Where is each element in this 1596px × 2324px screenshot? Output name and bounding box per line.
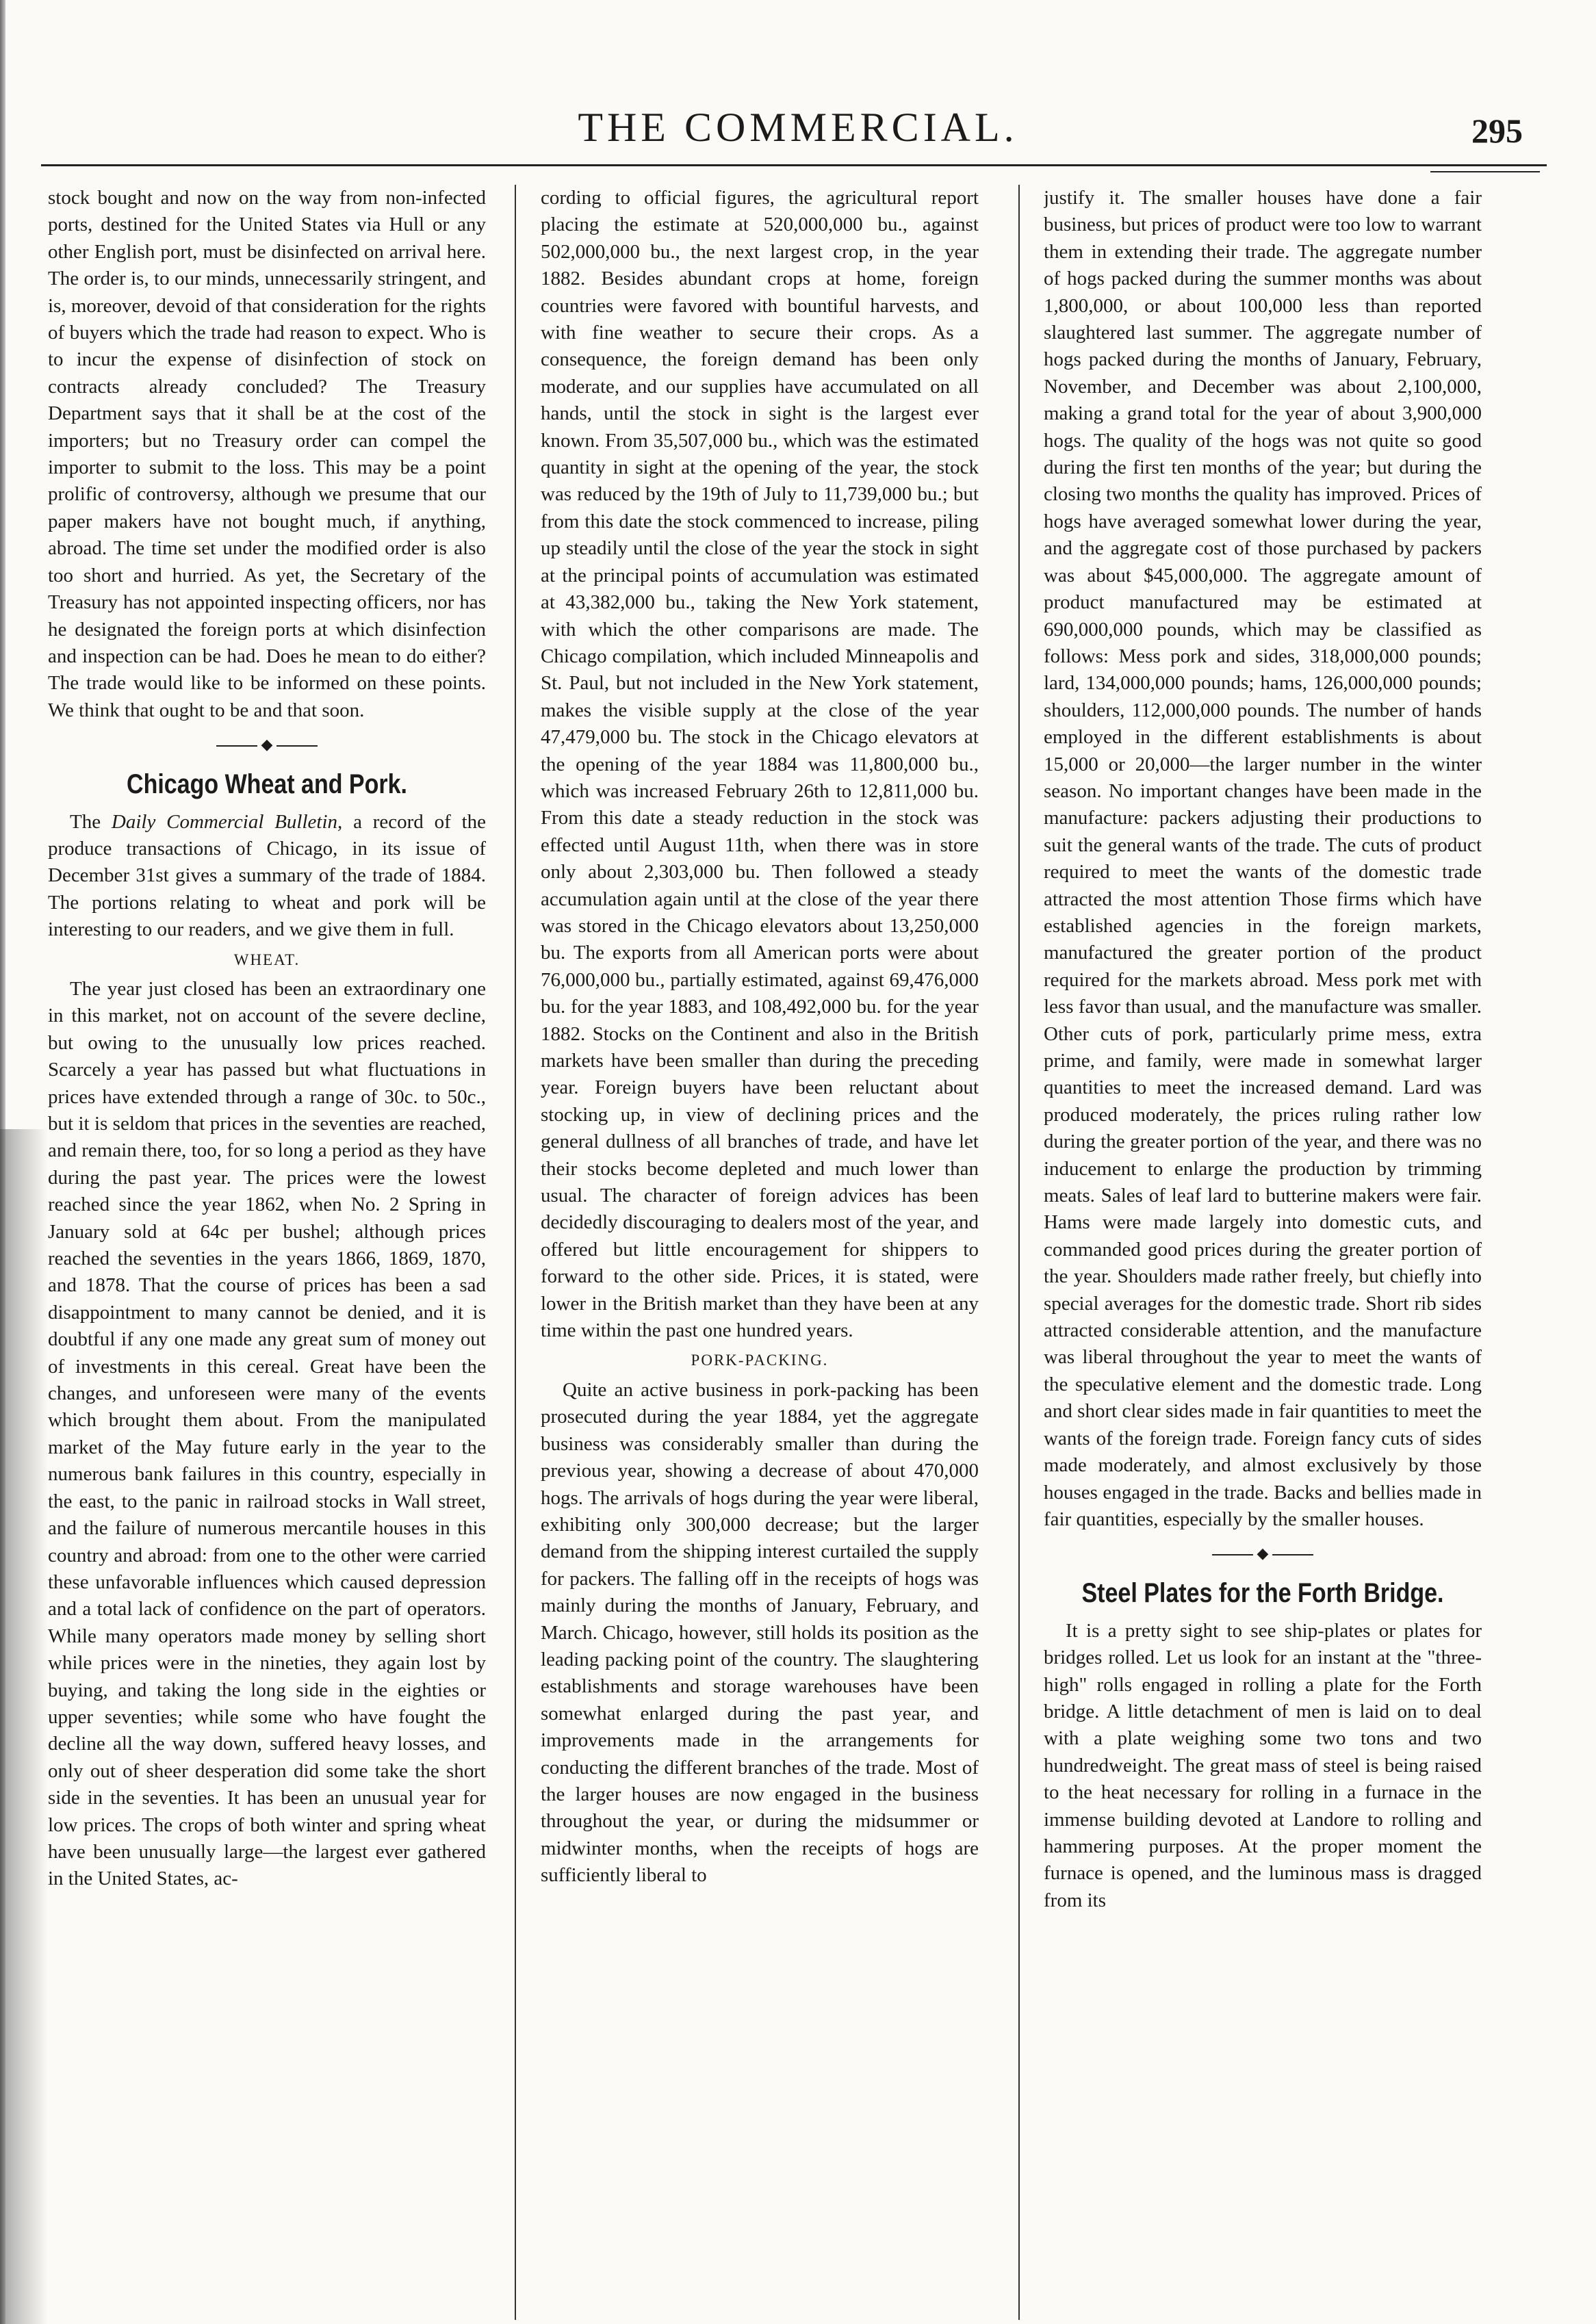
column-divider-2 bbox=[1018, 185, 1020, 2320]
page-header-title: THE COMMERCIAL. bbox=[578, 105, 1018, 150]
subhead-wheat: WHEAT. bbox=[233, 951, 300, 968]
publication-name: Daily Commercial Bulletin, bbox=[111, 810, 343, 833]
paragraph-pork-packing: Quite an active business in pork-packing has been prosecuted during the year 1884, yet the aggregate business was considerably smaller than during the previous year, showing a decrease of about 470,000 hogs. The arrivals of hogs during the year were liberal, exhibiting only 300,000 decrease; but the larger demand from the shipping interest curtailed the supply for packers. The falling off in the receipts of hogs was mainly during the months of January, February, and March. Chicago, however, still holds its position as the leading packing point of the country. The slaughtering establishments and storage warehouses have been somewhat enlarged during the past year, and improvements made in the arrangements for conducting the different branches of the trade. Most of the larger houses are now engaged in the business throughout the year, or during the midsummer or midwinter months, when the receipts of hogs are sufficiently liberal to bbox=[541, 1378, 979, 1887]
section-separator: ◆ bbox=[1044, 1540, 1482, 1566]
header-rule bbox=[41, 164, 1547, 166]
column-divider-1 bbox=[515, 185, 516, 2320]
page-number: 295 bbox=[1471, 112, 1523, 150]
scan-shadow bbox=[0, 1129, 48, 2324]
subhead-pork-packing: PORK-PACKING. bbox=[691, 1352, 829, 1369]
article-heading-chicago: Chicago Wheat and Pork. bbox=[127, 769, 407, 799]
header-rule-short bbox=[1430, 171, 1540, 172]
column-1 bbox=[48, 185, 486, 2313]
paragraph-steel-plates: It is a pretty sight to see ship-plates or plates for bridges rolled. Let us look for an instant at the "three-high" rolls engaged in rolling a plate for the Forth bridge. A little detachment of men is laid on to deal with a plate weighing some two tons and two hundredweight. The great mass of steel is being raised to the heat necessary for rolling in a furnace in the immense building devoted at Landore to rolling and hammering purposes. At the proper moment the furnace is opened, and the luminous mass is dragged from its bbox=[1044, 1619, 1482, 1911]
paragraph-wheat: The year just closed has been an extraordinary one in this market, not on account of the severe decline, but owing to the unusually low prices reached. Scarcely a year has passed but what fluctuations in prices have extended through a range of 30c. to 50c., but it is seldom that prices in the seventies are reached, and remain there, too, for so long a period as they have during the past year. The prices were the lowest reached since the year 1862, when No. 2 Spring in January sold at 64c per bushel; although prices reached the seventies in the years 1866, 1869, 1870, and 1878. That the course of prices has been a sad disappointment to many cannot be denied, and it is doubtful if any one made any great sum of money out of investments in this cereal. Great have been the changes, and unforeseen were many of the events which brought them about. From the manipulated market of the May future early in the year to the numerous bank failures in this country, especially in the east, to the panic in railroad stocks in Wall street, and the failure of numerous mercantile houses in this country and abroad: from one to the other were carried these unfavorable influences which caused depression and a total lack of confidence on the part of operators. While many operators made money by selling short while prices were in the nineties, they again lost by buying, and taking the long side in the eighties or upper seventies; while some who have fought the decline all the way down, suffered heavy losses, and only out of sheer desperation did some take the short side in the seventies. It has been an unusual year for low prices. The crops of both winter and spring wheat have been unusually large—the largest ever gathered in the United States, ac- bbox=[48, 977, 486, 1890]
section-separator: ◆ bbox=[48, 731, 486, 758]
paragraph-pork-cont: justify it. The smaller houses have done a fair business, but prices of product were too low to warrant them in extending their trade. The aggregate number of hogs packed during the summer months was about 1,800,000, or about 100,000 less than reported slaughtered last summer. The aggregate number of hogs packed during the months of January, February, November, and December was about 2,100,000, making a grand total for the year of about 3,900,000 hogs. The quality of the hogs was not quite so good during the first ten months of the year; but during the closing two months the quality has improved. Prices of hogs have averaged somewhat lower during the year, and the aggregate cost of those purchased by packers was about $45,000,000. The aggregate amount of product manufactured may be estimated at 690,000,000 pounds, which may be classified as follows: Mess pork and sides, 318,000,000 pounds; lard, 134,000,000 pounds; hams, 126,000,000 pounds; shoulders, 112,000,000 pounds. The number of hands employed in the different establishments is about 15,000 or 20,000—the larger number in the winter season. No important changes have been made in the manufacture: packers adjusting their productions to suit the general wants of the trade. The cuts of product required to meet the wants of the domestic trade attracted the most attention Those firms which have established agencies in the foreign markets, manufactured the greater portion of the product required for the markets abroad. Mess pork met with less favor than usual, and the manufacture was smaller. Other cuts of pork, particularly prime mess, extra prime, and family, were made in somewhat larger quantities to meet the increased demand. Lard was produced moderately, the prices ruling rather low during the greater portion of the year, and there was no inducement to enlarge the production by trimming meats. Sales of leaf lard to butterine makers were fair. Hams were made largely into domestic cuts, and commanded good prices during the greater portion of the year. Shoulders made rather freely, but chiefly into special averages for the domestic trade. Short rib sides attracted considerable attention, and the manufacture was liberal throughout the year to meet the wants of the speculative element and the domestic trade. Long and short clear sides made in fair quantities to meet the wants of the foreign trade. Foreign fancy cuts of sides made moderately, and almost exclusively by those houses engaged in the trade. Backs and bellies made in fair quantities, especially by the smaller houses. bbox=[1044, 187, 1482, 1530]
article-heading-steel-plates: Steel Plates for the Forth Bridge. bbox=[1081, 1577, 1444, 1608]
column-2 bbox=[541, 185, 979, 2313]
column-3 bbox=[1044, 185, 1482, 2313]
paragraph-disinfection: stock bought and now on the way from non-infected ports, destined for the United States via Hull or any other English port, must be disinfected on arrival here. The order is, to our minds, unnecessarily stringent, and is, moreover, devoid of that consideration for the rights of buyers which the trade had reason to expect. Who is to incur the expense of disinfection of stock on contracts already concluded? The Treasury Department says that it shall be at the cost of the importers; but no Treasury order can compel the importer to submit to the loss. This may be a point prolific of controversy, although we presume that our paper makers have not bought much, if anything, abroad. The time set under the modified order is also too short and hurried. As yet, the Secretary of the Treasury has not appointed inspecting officers, nor has he designated the foreign ports at which disinfection and inspection can be had. Does he mean to do either? The trade would like to be informed on these points. We think that ought to be and that soon. bbox=[48, 187, 486, 721]
paragraph-wheat-cont: cording to official figures, the agricultural report placing the estimate at 520,000,000 bu., against 502,000,000 bu., the next largest crop, in the year 1882. Besides abundant crops at home, foreign countries were favored with bountiful harvests, and with fine weather to secure their crops. As a consequence, the foreign demand has been only moderate, and our supplies have accumulated on all hands, until the stock in sight is the largest ever known. From 35,507,000 bu., which was the estimated quantity in sight at the opening of the year, the stock was reduced by the 19th of July to 11,739,000 bu.; but from this date the stock commenced to increase, piling up steadily until the close of the year the stock in sight at the principal points of accumulation was estimated at 43,382,000 bu., taking the New York statement, with which the other comparisons are made. The Chicago compilation, which included Minneapolis and St. Paul, but not included in the New York statement, makes the visible supply at the close of the year 47,479,000 bu. The stock in the Chicago elevators at the opening of the year 1884 was 11,800,000 bu., which was increased February 26th to 12,811,000 bu. From this date a steady reduction in the stock was effected until August 11th, when there was in store only about 2,303,000 bu. Then followed a steady accumulation again until at the close of the year there was stored in the Chicago elevators about 13,250,000 bu. The exports from all American ports were about 76,000,000 bu., partially estimated, against 69,476,000 bu. for the year 1883, and 108,492,000 bu. for the year 1882. Stocks on the Continent and also in the British markets have been smaller than during the preceding year. Foreign buyers have been reluctant about stocking up, in view of declining prices and the general dullness of all branches of trade, and have let their stocks become depleted and much lower than usual. The character of foreign advices has been decidedly discouraging to dealers most of the year, and offered but little encouragement for shippers to forward to the other side. Prices, it is stated, were lower in the British market than they have been at any time within the past one hundred years. bbox=[541, 187, 979, 1342]
paragraph-intro: The Daily Commercial Bulletin, a record of the produce transactions of Chicago, in its issue of December 31st gives a summary of the trade of 1884. The portions relating to wheat and pork will be interesting to our readers, and we give them in full. bbox=[48, 810, 486, 941]
